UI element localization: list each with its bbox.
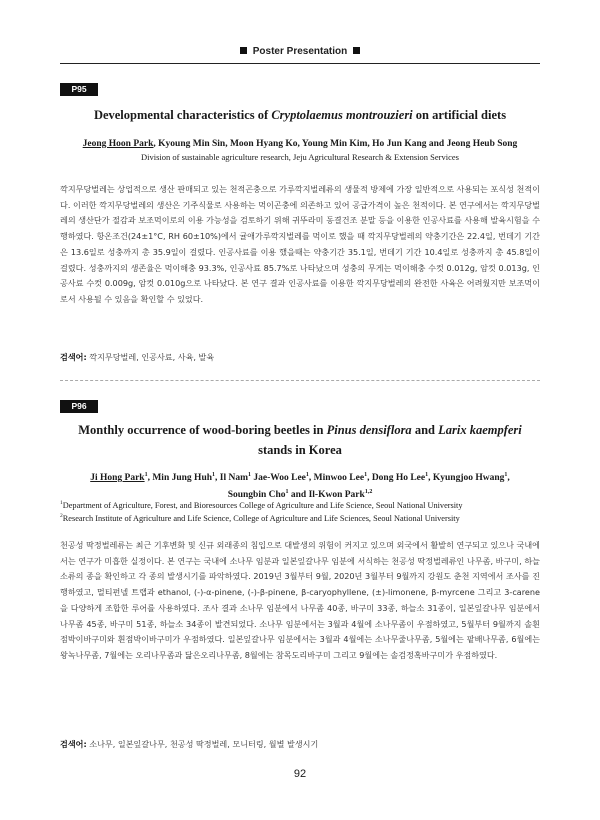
- abstract-body: 천공성 딱정벌레류는 최근 기후변화 및 신규 외래종의 침입으로 대발생의 위험이 커지고 있으며 외국에서 활발히 연구되고 있으나 국내에서는 연구가 미흡한 실정이다. 본 연구는 국내에 소나무 임분과 일본잎갈나무 임분에 서식하는 천공성 딱정벌레류인 나무좀, 바구미, 하늘소류의 종을 확인하고 각 종의 발생시기를 파악하였다. 2019년 3월부터 9월, 2020년 3월부터 9월까지 강원도 춘천 지역에서 조사를 진행하였고, 멀티펀넬 트랩과 ethanol, (-)-α-pinene, (-)-β-pinene, β-caryophyllene, (±)-limonene, β-myrcene 그리고 3-carene을 다양하게 조합한 루어를 사용하였다. 조사 결과 소나무 임분에서 나무좀 40종, 바구미 33종, 하늘소 31종이, 일본잎갈나무 임분에서 나무좀 45종, 바구미 51종, 하늘소 34종이 발견되었다. 소나무 임분에서는 3월과 4월에 소나무좀이 우점하였고, 5월부터 9월까지 솔흰점박이바구미와 흰점박이바구미가 우점하였다. 일본잎갈나무 임분에서는 3월과 4월에는 소나무줄나무좀, 5월에는 팥배나무좀, 6월에는 왕녹나무좀, 7월에는 오리나무좀과 닮은오리나무좀, 8월에는 참목도리바구미 그리고 9월에는 솔검정혹바구미가 우점하였다.: [60, 540, 540, 660]
- page-number: 92: [293, 768, 307, 780]
- author-name: Soungbin Cho: [227, 490, 286, 501]
- title-text: stands in Korea: [258, 443, 342, 457]
- affiliation-list: [60, 498, 540, 525]
- title-text: and: [411, 423, 439, 437]
- presenting-author: Jeong Hoon Park: [82, 139, 154, 149]
- title-text: Developmental characteristics of: [93, 108, 272, 122]
- affiliation-text: Department of Agriculture, Forest, and Bioresources College of Agriculture and Life Science, Seoul National University: [62, 500, 463, 510]
- square-bullet-icon: [353, 47, 360, 54]
- author-superscript: 1: [425, 472, 429, 478]
- author-name: Min Jung Huh: [152, 473, 213, 484]
- author-superscript: 1: [144, 472, 148, 478]
- section-header-label: Poster Presentation: [252, 46, 348, 57]
- abstract-title: [60, 105, 540, 125]
- author-list: [60, 137, 540, 151]
- section-header: [0, 46, 600, 57]
- author-name: Dong Ho Lee: [371, 473, 426, 484]
- section-divider: [60, 380, 540, 381]
- author-name: Kyungjoo Hwang: [432, 473, 505, 484]
- keywords-text: 소나무, 일본잎갈나무, 천공성 딱정벌레, 모니터링, 월별 발생시기: [89, 739, 319, 749]
- author-name: Minwoo Lee: [313, 473, 365, 484]
- author-name: Il Nam: [219, 473, 249, 484]
- affiliation-text: Research Institute of Agriculture and Life Science, College of Agriculture and Life Sciences, Seoul National University: [62, 514, 460, 524]
- author-list: Ji Hong Park$^1$, Min Jung Huh$^1$, Il Nam$^1$ Jae-Woo Lee$^1$, Minwoo Lee$^1$, Dong Ho Lee$^1$, Kyungjoo Hwang$^1$, Soungbin Cho$^1$ and Il-Kwon Park$^{1,2}$: [90, 472, 510, 501]
- author-superscript: 1: [305, 472, 309, 478]
- author-superscript: 1: [248, 472, 252, 478]
- author-name: Jae-Woo Lee: [253, 473, 306, 484]
- title-species: Cryptolaemus montrouzieri: [271, 108, 413, 122]
- author-superscript: 1: [285, 489, 289, 496]
- abstract-code-badge: P96: [60, 400, 98, 413]
- keywords-text: 깍지무당벌레, 인공사료, 사육, 발육: [89, 352, 215, 362]
- title-text: on artificial diets: [412, 108, 507, 122]
- keywords-line: [60, 350, 540, 364]
- keywords-label: 검색어:: [60, 352, 87, 362]
- keywords-label: 검색어:: [60, 739, 87, 749]
- abstract-title: [60, 420, 540, 460]
- affiliation-superscript: 2: [60, 513, 63, 520]
- title-species: Pinus densiflora: [326, 423, 412, 437]
- title-species: Larix kaempferi: [438, 423, 522, 437]
- author-superscript: 1: [504, 472, 508, 478]
- affiliation: [60, 498, 540, 511]
- affiliation: [60, 511, 540, 524]
- affiliation-superscript: 1: [60, 500, 63, 506]
- co-authors: , Kyoung Min Sin, Moon Hyang Ko, Young Min Kim, Ho Jun Kang and Jeong Heub Song: [153, 139, 518, 149]
- author-superscript: 1: [364, 472, 368, 478]
- header-rule: [60, 63, 540, 64]
- author-superscript: 1,2: [364, 489, 373, 496]
- presenting-author: Ji Hong Park: [90, 473, 145, 484]
- abstract-body: 깍지무당벌레는 상업적으로 생산 판매되고 있는 천적곤충으로 가루깍지벌레류의 생물적 방제에 가장 일반적으로 사용되는 포식성 천적이다. 이러한 깍지무당벌레의 생산은 기주식물로 사용하는 먹이곤충에 의존하고 있어 공급가격이 높은 천적이다. 본 연구에서는 깍지무당벌레의 생산단가 절감과 보조먹이로의 이용 가능성을 검토하기 위해 귀뚜라미 동결건조 분말 등을 이용한 인공사료를 사용해 발육시험을 수행하였다. 항온조건(24±1°C, RH 60±10%)에서 귤애가루깍지벌레를 먹이로 했을 때 깍지무당벌레의 약충기간은 22.4일, 번데기 기간은 13.6일로 성충까지 총 35.9일이 걸렸다. 인공사료를 이용 했을때는 약충기간 35.1일, 번데기 기간 10.4일로 성충까지 총 45.8일이 걸렸다. 성충까지의 생존율은 먹이해충 93.3%, 인공사료 85.7%로 나타났으며 성충의 무게는 먹이해충 수컷 0.012g, 암컷 0.013g, 인공사료 수컷 0.009g, 암컷 0.010g으로 나타났다. 본 연구 결과 인공사료를 이용한 깍지무당벌레의 완전한 사육은 어려웠지만 보조먹이로서 사용될 수 있음을 확인할 수 있었다.: [60, 184, 540, 304]
- keywords-line: [60, 737, 540, 751]
- title-text: Monthly occurrence of wood-boring beetles in: [78, 423, 327, 437]
- author-superscript: 1: [212, 472, 216, 478]
- square-bullet-icon: [240, 47, 247, 54]
- abstract-code-badge: P95: [60, 83, 98, 96]
- affiliation: Division of sustainable agriculture research, Jeju Agricultural Research & Extension Services: [141, 152, 459, 162]
- author-name: Il-Kwon Park: [308, 490, 365, 501]
